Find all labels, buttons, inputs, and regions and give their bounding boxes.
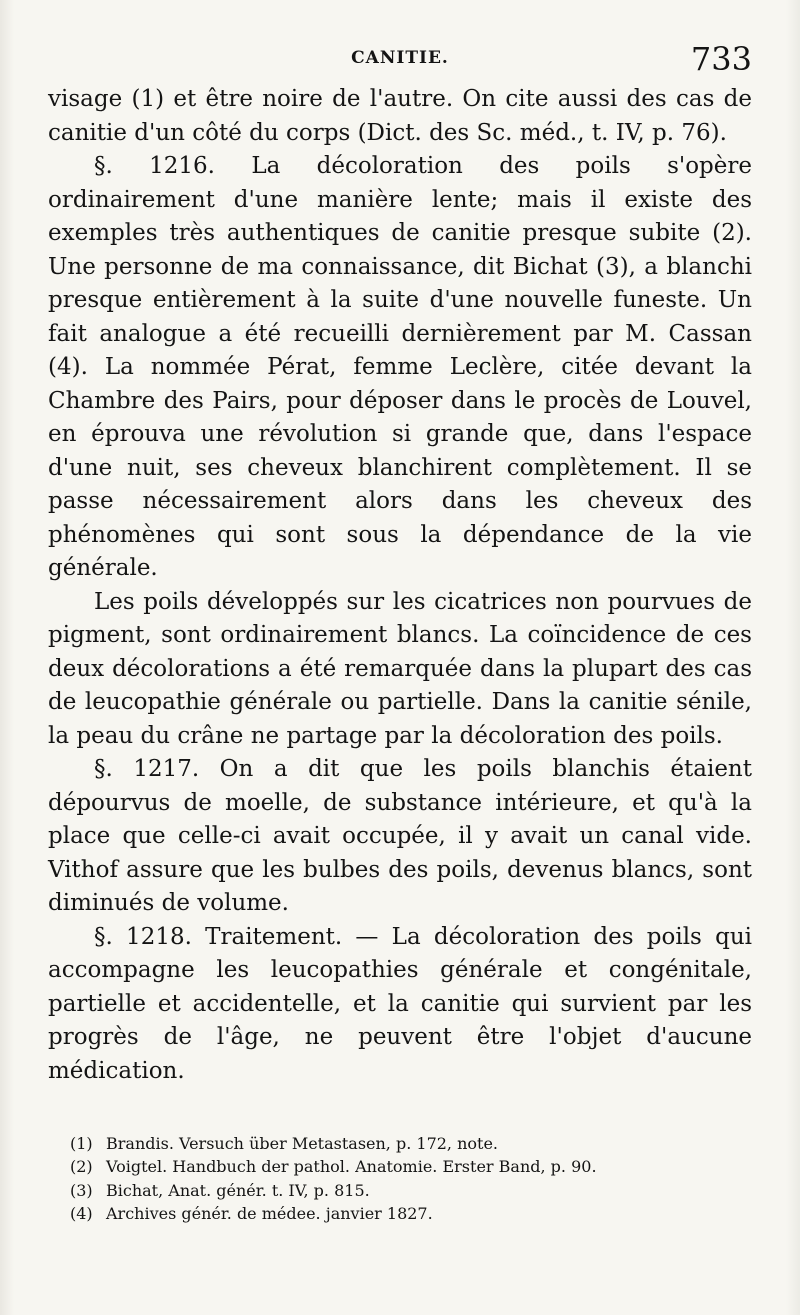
body-text [48, 83, 752, 1088]
paragraph: §. 1217. On a dit que les poils blanchis étaient dépourvus de moelle, de substance intérieure, et qu'à la place que celle-ci avait occupée, il y avait un canal vide. Vithof assure que les bulbes des poils, devenus blancs, sont diminués de volume. [48, 756, 752, 916]
footnote [70, 1179, 750, 1202]
footnote-text: Voigtel. Handbuch der pathol. Anatomie. Erster Band, p. 90. [106, 1157, 597, 1177]
footnote-number: (2) [70, 1157, 93, 1177]
paragraph: Les poils développés sur les cicatrices non pourvues de pigment, sont ordinairement blancs. La coïncidence de ces deux décolorations a été remarquée dans la plupart des cas de leucopathie générale ou partielle. Dans la canitie sénile, la peau du crâne ne partage par la décoloration des poils. [48, 588, 752, 749]
footnote-text: Brandis. Versuch über Metastasen, p. 172, note. [106, 1134, 499, 1153]
paragraph: §. 1218. Traitement. — La décoloration des poils qui accompagne les leucopathies générale et congénitale, partielle et accidentelle, et la canitie qui survient par les progrès de l'âge, ne peuvent être l'objet d'aucune médication. [48, 923, 752, 1084]
footnote [70, 1202, 750, 1225]
footnote-number: (4) [70, 1204, 93, 1224]
footnote [70, 1155, 750, 1178]
paragraph: visage (1) et être noire de l'autre. On cite aussi des cas de canitie d'un côté du corps (Dict. des Sc. méd., t. IV, p. 76). [48, 86, 752, 146]
footnote [70, 1132, 750, 1155]
footnotes [70, 1132, 750, 1226]
page-number: 733 [690, 40, 752, 78]
footnote-number: (3) [70, 1180, 93, 1200]
footnote-text: Bichat, Anat. génér. t. IV, p. 815. [106, 1180, 370, 1200]
footnote-number: (1) [70, 1134, 93, 1153]
running-head: CANITIE. [351, 48, 449, 68]
footnote-text: Archives génér. de médee. janvier 1827. [106, 1204, 433, 1224]
paragraph: §. 1216. La décoloration des poils s'opère ordinairement d'une manière lente; mais il existe des exemples très authentiques de canitie presque subite (2). Une personne de ma connaissance, dit Bichat (3), a blanchi presque entièrement à la suite d'une nouvelle funeste. Un fait analogue a été recueilli dernièrement par M. Cassan (4). La nommée Pérat, femme Leclère, citée devant la Chambre des Pairs, pour déposer dans le procès de Louvel, en éprouva une révolution si grande que, dans l'espace d'une nuit, ses cheveux blanchirent complètement. Il se passe nécessairement alors dans les cheveux des phénomènes qui sont sous la dépendance de la vie générale. [48, 153, 752, 581]
